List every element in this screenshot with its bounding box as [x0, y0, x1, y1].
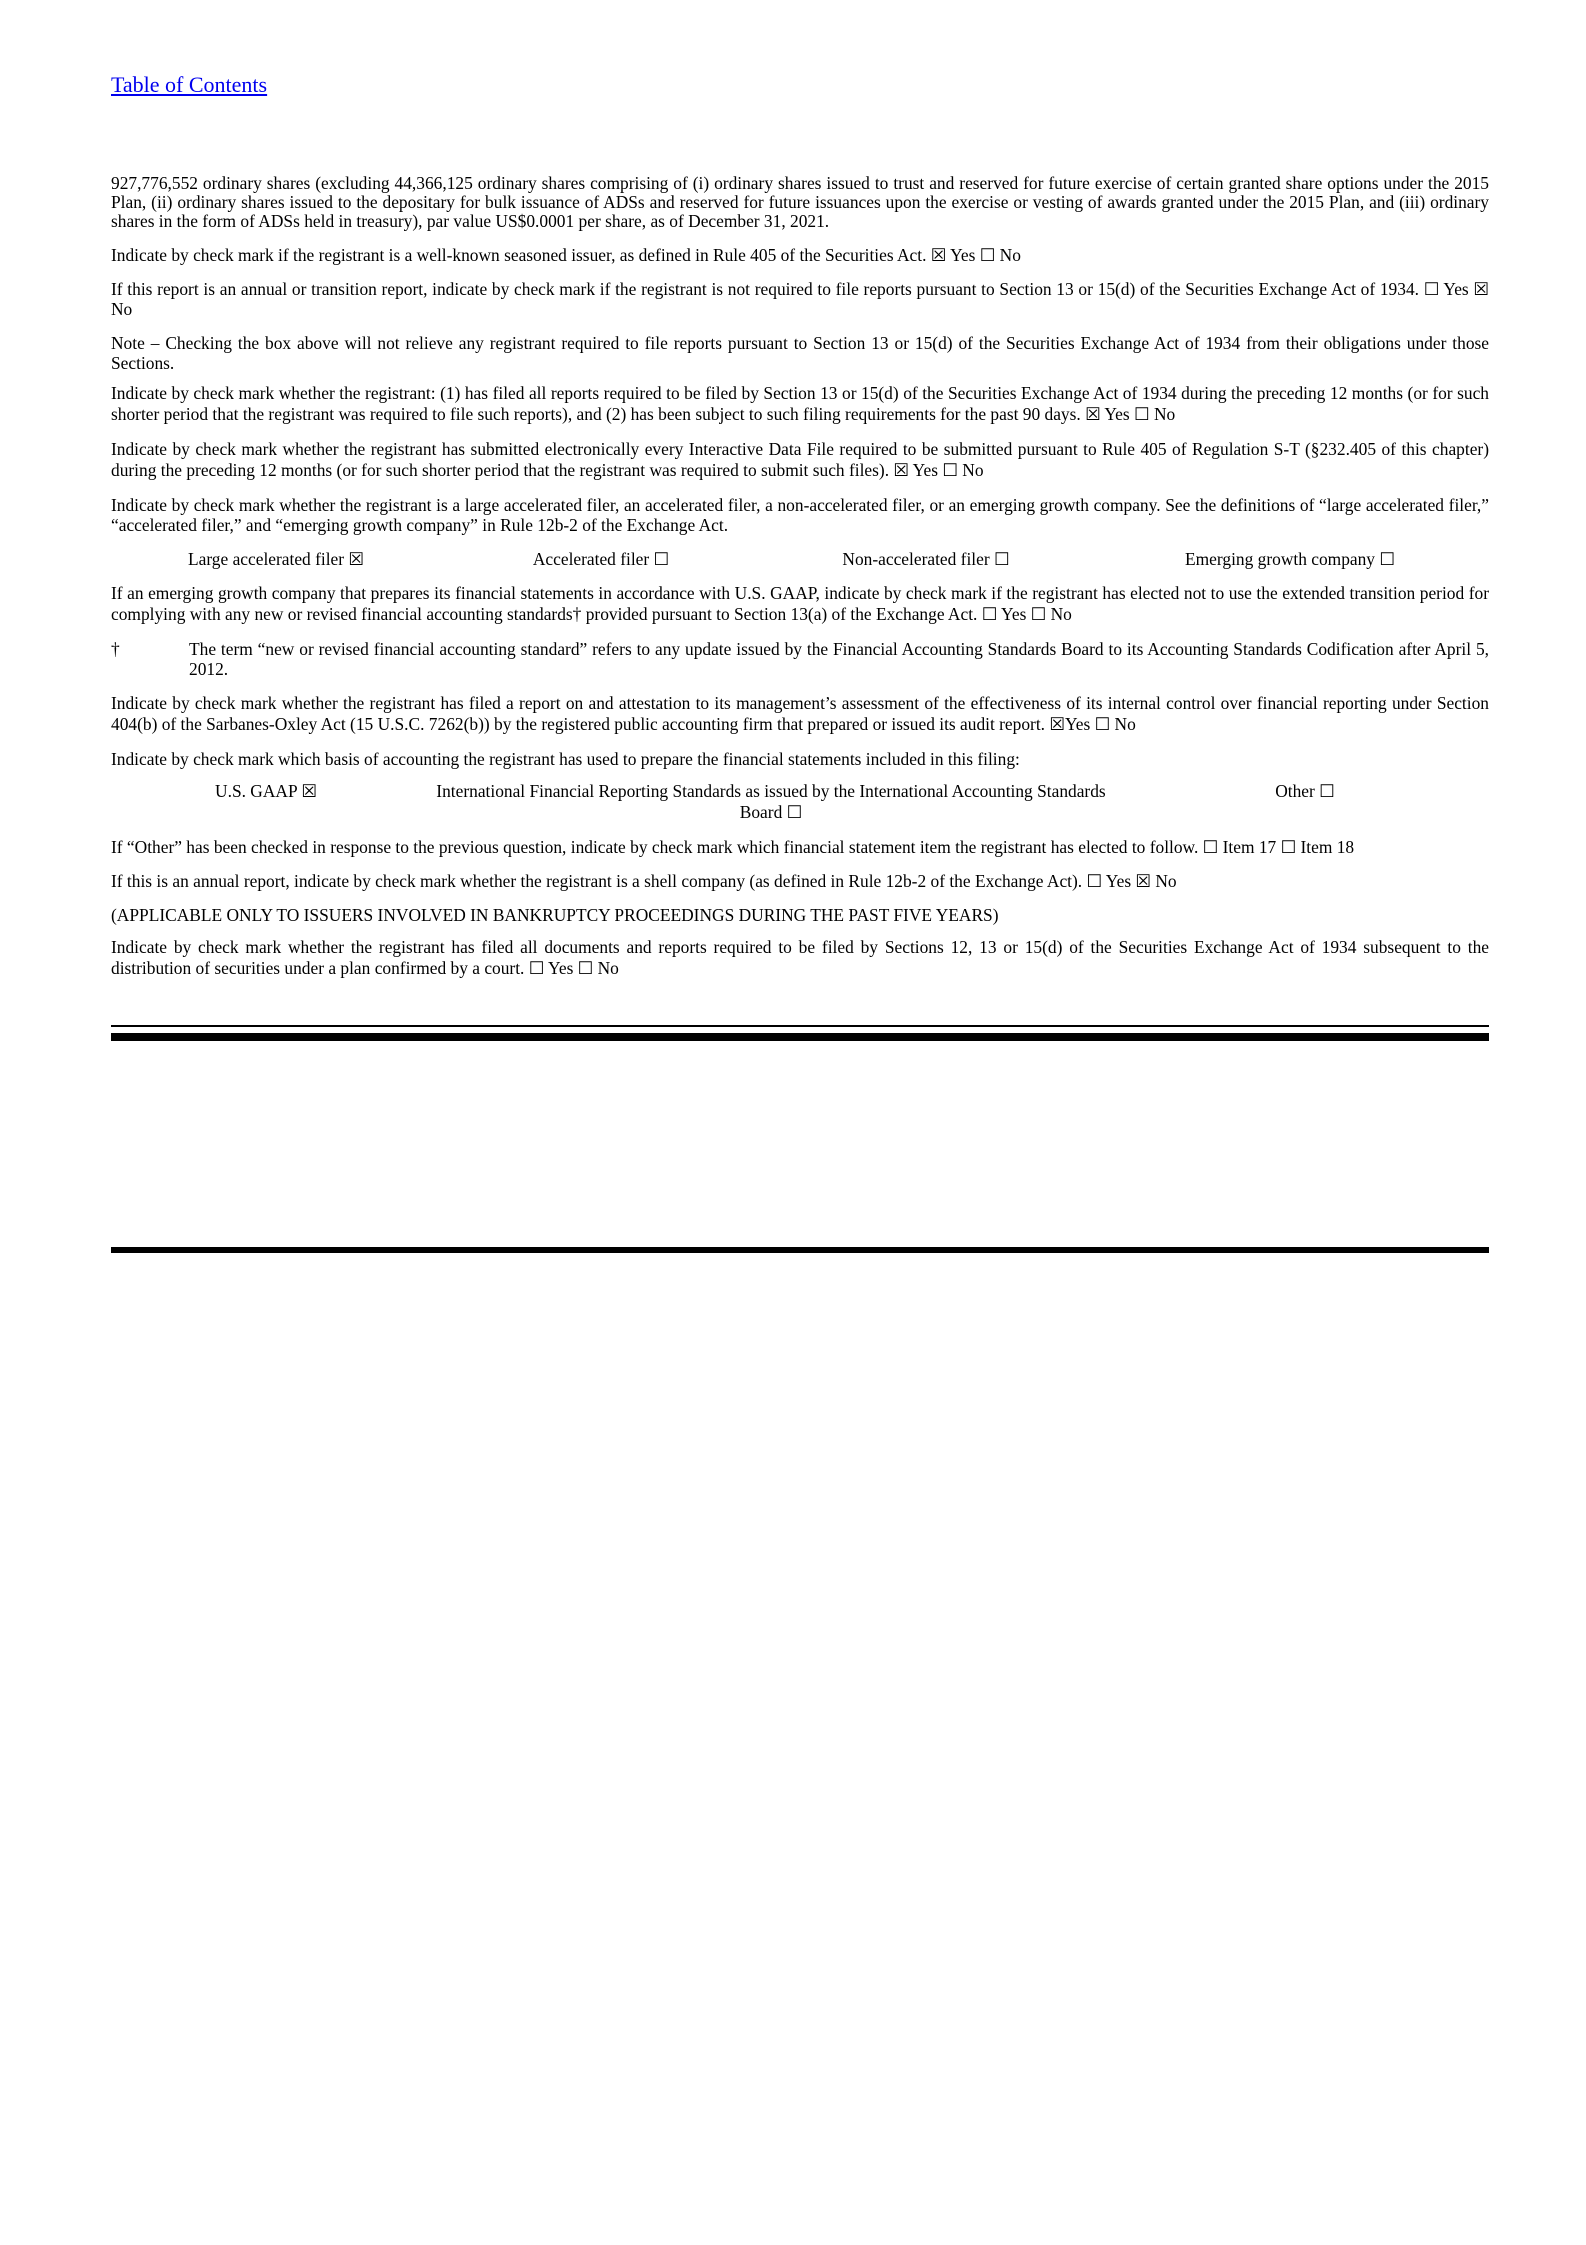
- other-item-paragraph: If “Other” has been checked in response to the previous question, indicate by check mark which financial statement item the registrant has elected to follow. ☐ Item 17 ☐ Item 18: [111, 837, 1355, 857]
- section-divider-thin: [111, 1025, 1489, 1027]
- bankruptcy-paragraph: Indicate by check mark whether the registrant has filed all documents and reports required to be filed by Sections 12, 13 or 15(d) of the Securities Exchange Act of 1934 subsequent to the distribution of securities under a plan confirmed by a court. ☐ Yes ☐ No: [111, 937, 1489, 978]
- seasoned-issuer-paragraph: Indicate by check mark if the registrant is a well-known seasoned issuer, as defined in Rule 405 of the Securities Act. ☒ Yes ☐ No: [111, 245, 1021, 265]
- interactive-data-paragraph: Indicate by check mark whether the registrant has submitted electronically every Interactive Data File required to be submitted pursuant to Rule 405 of Regulation S-T (§232.405 of this chapter) during the preceding 12 months (or for such shorter period that the registrant was required to submit such files). ☒ Yes ☐ No: [111, 439, 1489, 480]
- accounting-basis-paragraph: Indicate by check mark which basis of accounting the registrant has used to prepare the financial statements included in this filing:: [111, 749, 1020, 769]
- accelerated-filer-option: Accelerated filer ☐: [532, 549, 670, 569]
- bankruptcy-heading: (APPLICABLE ONLY TO ISSUERS INVOLVED IN BANKRUPTCY PROCEEDINGS DURING THE PAST FIVE YEARS): [111, 905, 999, 925]
- section-divider-thick: [111, 1033, 1489, 1041]
- us-gaap-option: U.S. GAAP ☒: [215, 781, 317, 801]
- non-accelerated-filer-option: Non-accelerated filer ☐: [842, 549, 1010, 569]
- document-body: [111, 174, 1489, 993]
- annual-report-paragraph: If this report is an annual or transition report, indicate by check mark if the registrant is not required to file reports pursuant to Section 13 or 15(d) of the Securities Exchange Act of 1934. ☐ Yes ☒ No: [111, 279, 1489, 319]
- emerging-growth-company-option: Emerging growth company ☐: [1185, 549, 1395, 569]
- emerging-growth-paragraph: If an emerging growth company that prepares its financial statements in accordance with U.S. GAAP, indicate by check mark if the registrant has elected not to use the extended transition period for complying with any new or revised financial accounting standards† provided pursuant to Section 13(a) of the Exchange Act. ☐ Yes ☐ No: [111, 583, 1489, 624]
- ifrs-option: International Financial Reporting Standards as issued by the International Accounting Standards Board ☐: [436, 781, 1106, 822]
- filer-options-row: [111, 549, 1489, 569]
- page-bottom-divider: [111, 1247, 1489, 1253]
- dagger-symbol: †: [111, 639, 120, 659]
- accounting-basis-options-row: [111, 781, 1489, 823]
- shares-outstanding-paragraph: 927,776,552 ordinary shares (excluding 44,366,125 ordinary shares comprising of (i) ordinary shares issued to trust and reserved for future exercise of certain granted share options under the 2015 Plan, (ii) ordinary shares issued to the depositary for bulk issuance of ADSs and reserved for future issuances upon the exercise or vesting of awards granted under the 2015 Plan, and (iii) ordinary shares in the form of ADSs held in treasury), par value US$0.0001 per share, as of December 31, 2021.: [111, 173, 1489, 231]
- table-of-contents-link[interactable]: Table of Contents: [111, 72, 268, 97]
- dagger-footnote-text: The term “new or revised financial accounting standard” refers to any update issued by the Financial Accounting Standards Board to its Accounting Standards Codification after April 5, 2012.: [189, 639, 1489, 679]
- dagger-footnote: [111, 639, 1489, 679]
- other-basis-option: Other ☐: [1275, 781, 1335, 801]
- internal-control-paragraph: Indicate by check mark whether the registrant has filed a report on and attestation to its management’s assessment of the effectiveness of its internal control over financial reporting under Section 404(b) of the Sarbanes-Oxley Act (15 U.S.C. 7262(b)) by the registered public accounting firm that prepared or issued its audit report. ☒Yes ☐ No: [111, 693, 1489, 734]
- shell-company-paragraph: If this is an annual report, indicate by check mark whether the registrant is a shell company (as defined in Rule 12b-2 of the Exchange Act). ☐ Yes ☒ No: [111, 871, 1177, 891]
- filer-type-paragraph: Indicate by check mark whether the registrant is a large accelerated filer, an accelerated filer, a non-accelerated filer, or an emerging growth company. See the definitions of “large accelerated filer,” “accelerated filer,” and “emerging growth company” in Rule 12b-2 of the Exchange Act.: [111, 495, 1489, 535]
- large-accelerated-filer-option: Large accelerated filer ☒: [187, 549, 364, 569]
- note-paragraph: Note – Checking the box above will not relieve any registrant required to file reports pursuant to Section 13 or 15(d) of the Securities Exchange Act of 1934 from their obligations under those Sections.: [111, 333, 1489, 373]
- filed-reports-paragraph: Indicate by check mark whether the registrant: (1) has filed all reports required to be filed by Section 13 or 15(d) of the Securities Exchange Act of 1934 during the preceding 12 months (or for such shorter period that the registrant was required to file such reports), and (2) has been subject to such filing requirements for the past 90 days. ☒ Yes ☐ No: [111, 383, 1489, 424]
